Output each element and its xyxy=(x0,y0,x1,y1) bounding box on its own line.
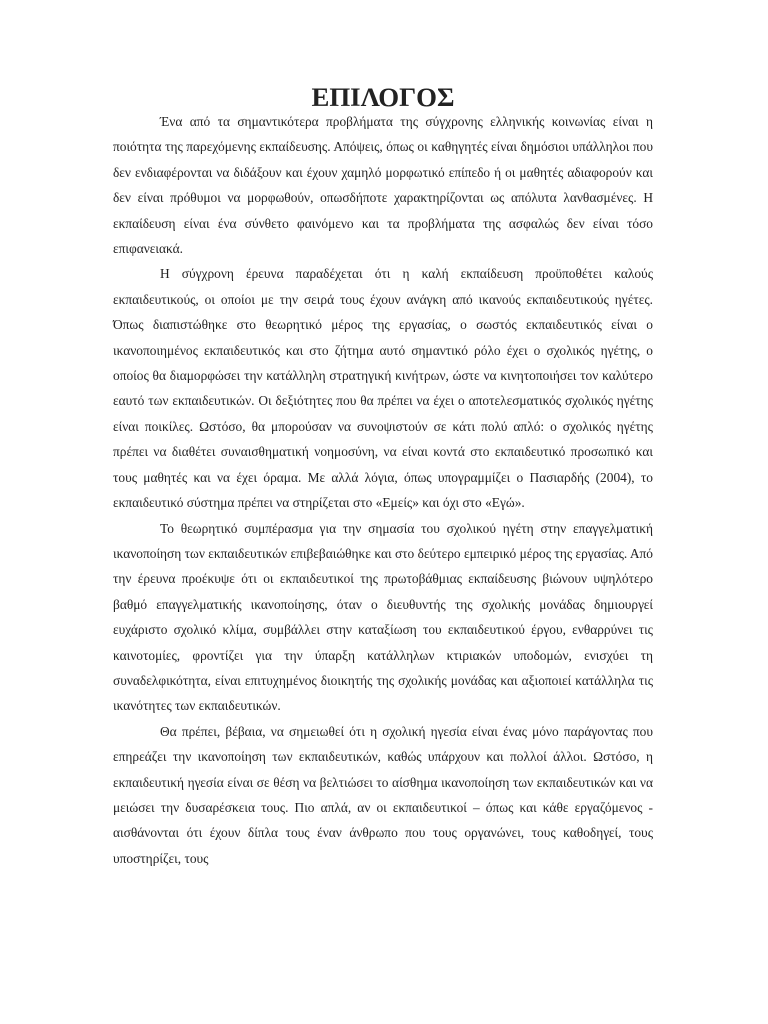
document-title: ΕΠΙΛΟΓΟΣ xyxy=(311,82,455,112)
paragraph-research: Η σύγχρονη έρευνα παραδέχεται ότι η καλή εκπαίδευση προϋποθέτει καλούς εκπαιδευτικούς, οι οποίοι με την σειρά τους έχουν ανάγκη από ικανούς εκπαιδευτικούς ηγέτες. Όπως διαπιστώθηκε στο θεωρητικό μέρος της εργασίας, ο σωστός εκπαιδευτικός είναι ο ικανοποιημένος εκπαιδευτικός και στο ζήτημα αυτό σημαντικό ρόλο έχει ο σχολικός ηγέτης, ο οποίος θα διαμορφώσει την κατάλληλη στρατηγική κινήτρων, ώστε να κινητοποιήσει τον καλύτερο εαυτό των εκπαιδευτικών. Οι δεξιότητες που θα πρέπει να έχει ο αποτελεσματικός σχολικός ηγέτης είναι ποικίλες. Ωστόσο, θα μπορούσαν να συνοψιστούν σε κάτι πολύ απλό: ο σχολικός ηγέτης πρέπει να διαθέτει συναισθηματική νοημοσύνη, να είναι κοντά στο εκπαιδευτικό προσωπικό και τους μαθητές και να έχει όραμα. Με αλλά λόγια, όπως υπογραμμίζει ο Πασιαρδής (2004), το εκπαιδευτικό σύστημα πρέπει να στηρίζεται στο «Εμείς» και όχι στο «Εγώ». xyxy=(113,266,653,511)
document-page xyxy=(113,82,653,871)
paragraph-intro: Ένα από τα σημαντικότερα προβλήματα της σύγχρονης ελληνικής κοινωνίας είναι η ποιότητα της παρεχόμενης εκπαίδευσης. Απόψεις, όπως οι καθηγητές είναι δημόσιοι υπάλληλοι που δεν ενδιαφέρονται να διδάξουν και έχουν χαμηλό μορφωτικό επίπεδο ή οι μαθητές αδιαφορούν και δεν είναι πρόθυμοι να μορφωθούν, οπωσδήποτε χαρακτηρίζονται ως απόλυτα λανθασμένες. Η εκπαίδευση είναι ένα σύνθετο φαινόμενο και τα προβλήματα της ασφαλώς δεν είναι τόσο επιφανειακά. xyxy=(113,114,653,257)
paragraph-empirical: Το θεωρητικό συμπέρασμα για την σημασία του σχολικού ηγέτη στην επαγγελματική ικανοποίηση των εκπαιδευτικών επιβεβαιώθηκε και στο δεύτερο εμπειρικό μέρος της εργασίας. Από την έρευνα προέκυψε ότι οι εκπαιδευτικοί της πρωτοβάθμιας εκπαίδευσης βιώνουν υψηλότερο βαθμό επαγγελματικής ικανοποίησης, όταν ο διευθυντής της σχολικής μονάδας δημιουργεί ευχάριστο σχολικό κλίμα, συμβάλλει στην καταξίωση του εκπαιδευτικού έργου, ενθαρρύνει τις καινοτομίες, φροντίζει για την ύπαρξη κατάλληλων κτιριακών υποδομών, ενισχύει τη συναδελφικότητα, είναι επιτυχημένος διοικητής της σχολικής μονάδας και αξιοποιεί κατάλληλα τις ικανότητες των εκπαιδευτικών. xyxy=(113,520,653,714)
paragraph-conclusion: Θα πρέπει, βέβαια, να σημειωθεί ότι η σχολική ηγεσία είναι ένας μόνο παράγοντας που επηρεάζει την ικανοποίηση των εκπαιδευτικών, καθώς υπάρχουν και πολλοί άλλοι. Ωστόσο, η εκπαιδευτική ηγεσία είναι σε θέση να βελτιώσει το αίσθημα ικανοποίηση των εκπαιδευτικών και να μειώσει την δυσαρέσκεια τους. Πιο απλά, αν οι εκπαιδευτικοί – όπως και κάθε εργαζόμενος - αισθάνονται ότι έχουν δίπλα τους έναν άνθρωπο που τους οργανώνει, τους καθοδηγεί, τους υποστηρίζει, τους xyxy=(113,723,653,866)
